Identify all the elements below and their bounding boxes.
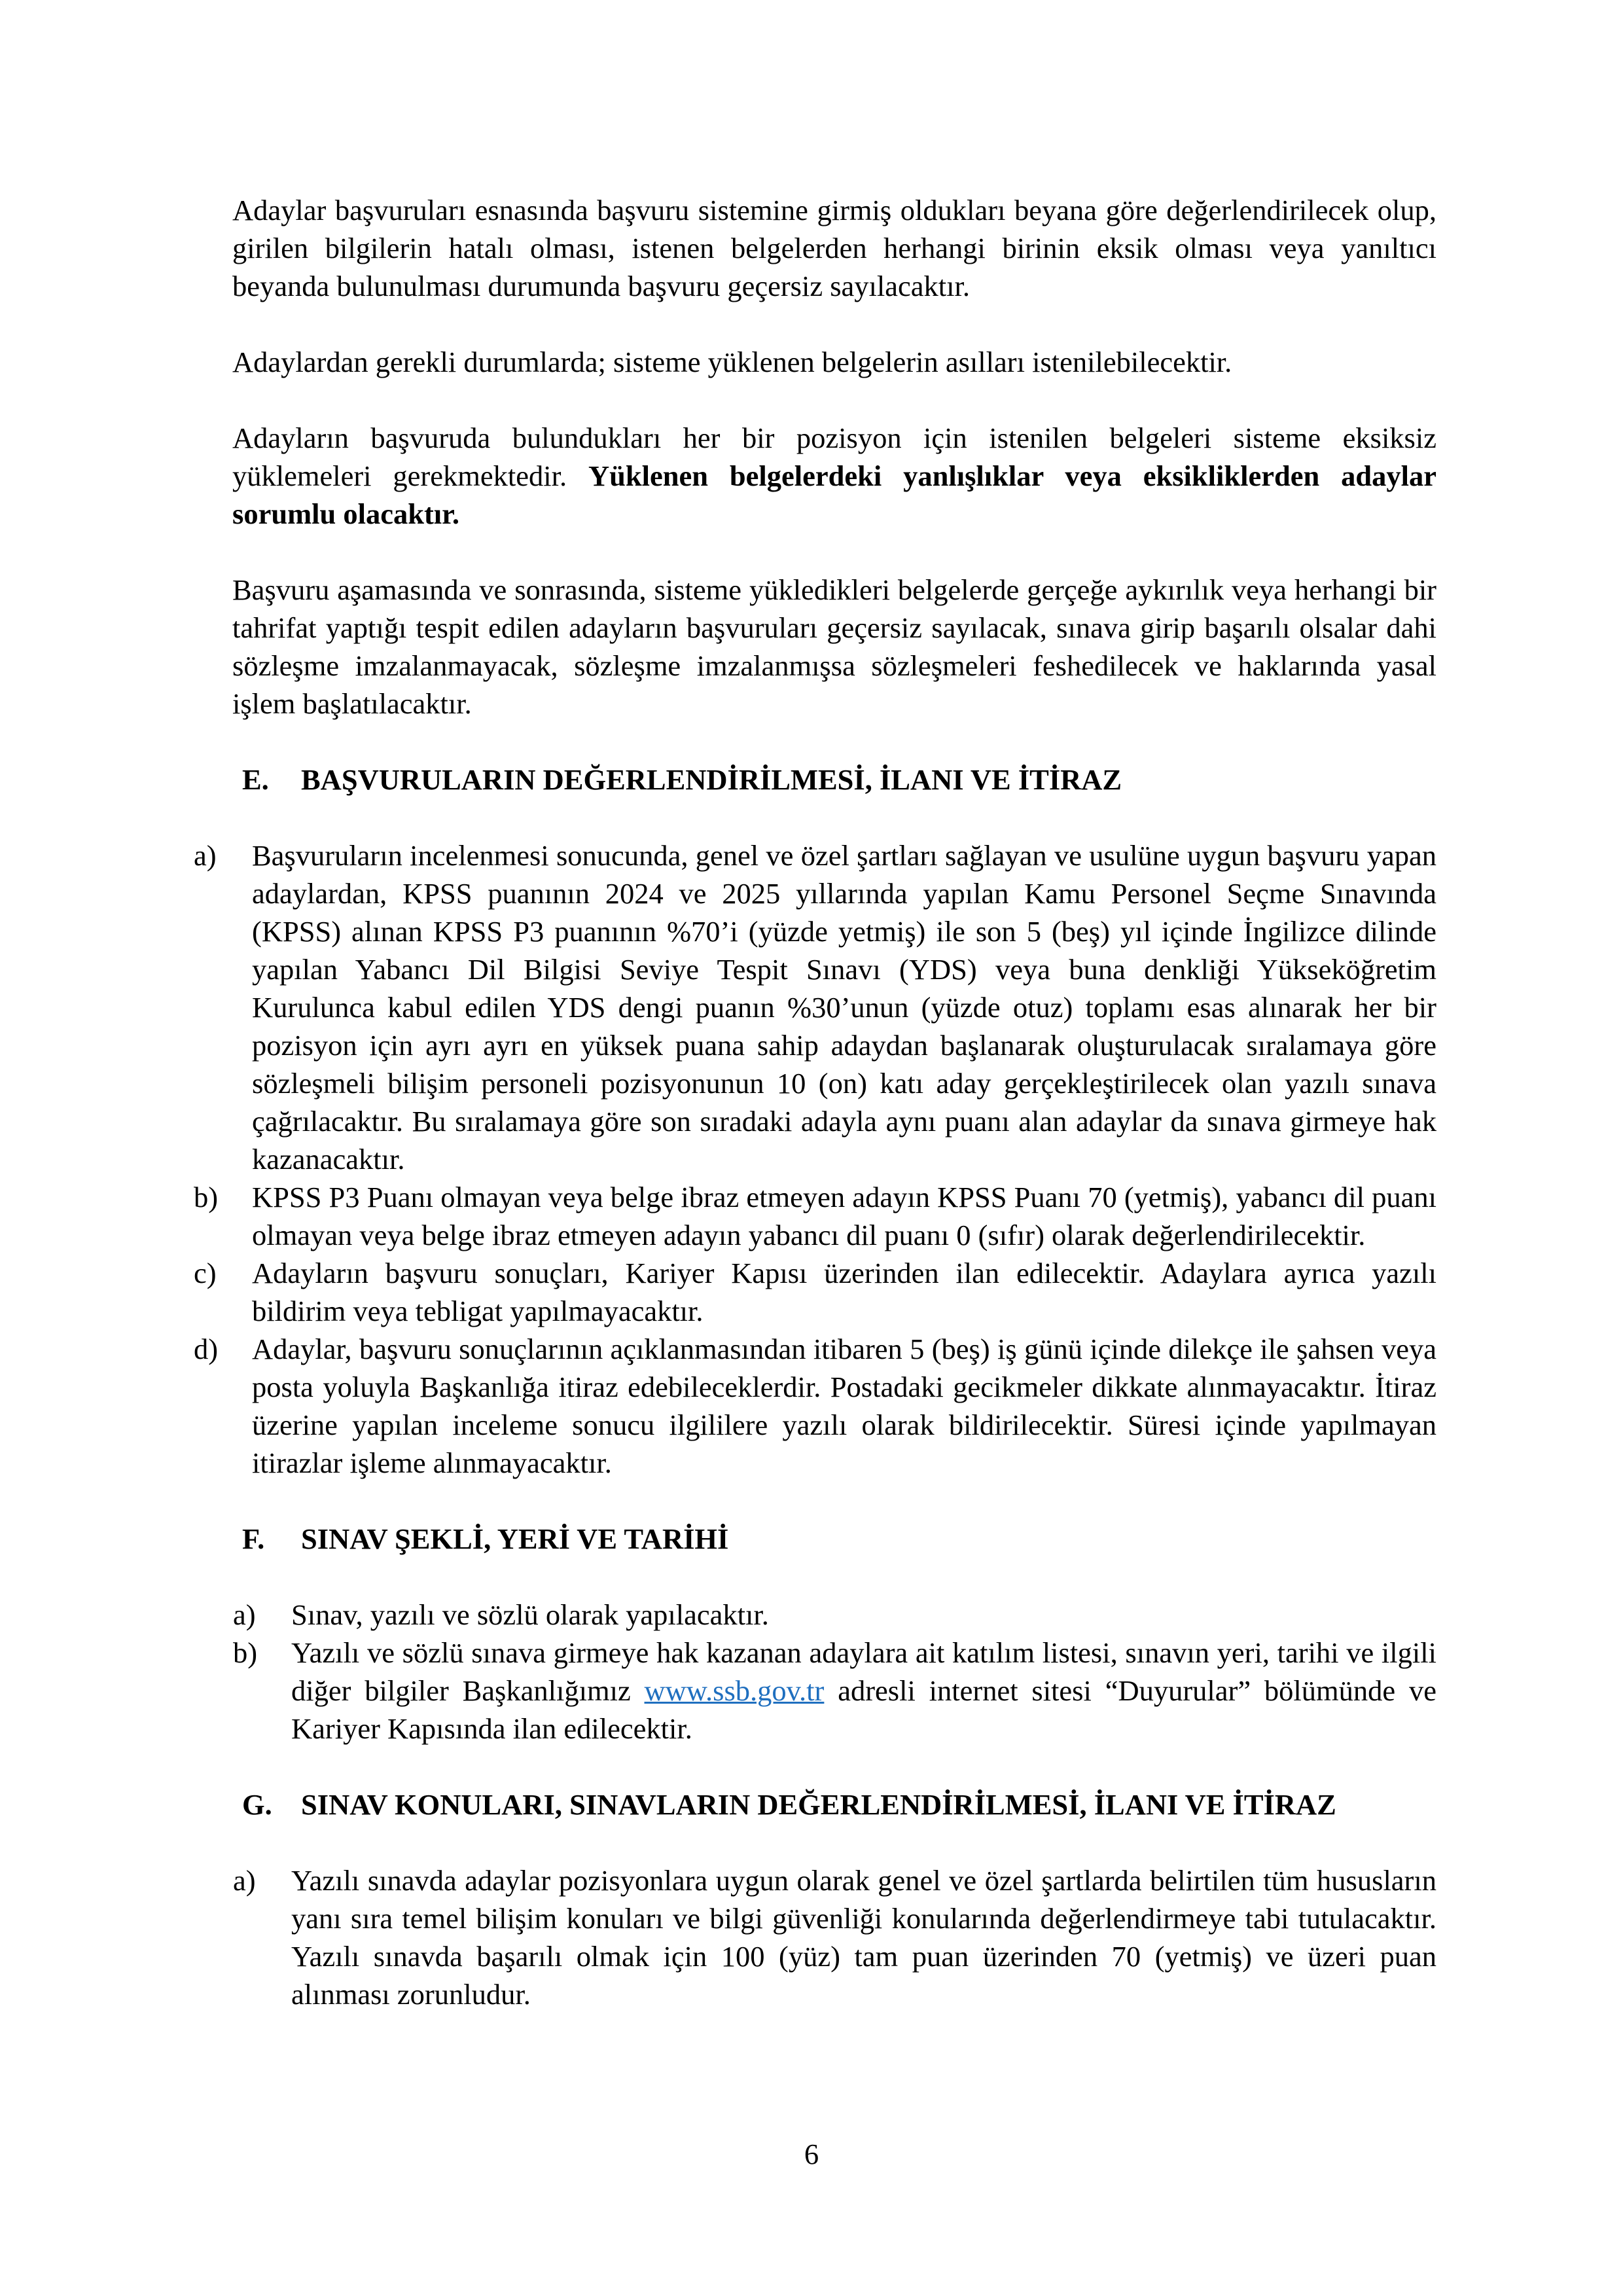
list-item-text: Sınav, yazılı ve sözlü olarak yapılacaktır. [291, 1598, 769, 1631]
paragraph-application-declaration: Adaylar başvuruları esnasında başvuru sistemine girmiş oldukları beyana göre değerlendirilecek olup, girilen bilgilerin hatalı olması, istenen belgelerden herhangi birinin eksik olması veya yanıltıcı beyanda bulunulması durumunda başvuru geçersiz sayılacaktır. [232, 194, 1436, 302]
list-marker: b) [194, 1181, 219, 1213]
section-title: BAŞVURULARIN DEĞERLENDİRİLMESİ, İLANI VE İTİRAZ [301, 763, 1122, 796]
paragraph-upload-responsibility [232, 419, 1436, 533]
list-item-text: KPSS P3 Puanı olmayan veya belge ibraz etmeyen adayın KPSS Puanı 70 (yetmiş), yabancı dil puanı olmayan veya belge ibraz etmeyen adayın yabancı dil puanı 0 (sıfır) olarak değerlendirilecektir. [252, 1181, 1436, 1251]
paragraph-original-documents: Adaylardan gerekli durumlarda; sisteme yüklenen belgelerin asılları istenilebilecektir. [232, 346, 1232, 378]
list-item [194, 1330, 1436, 1482]
list-item-text [291, 1634, 1436, 1748]
paragraph-upload-normal: Adayların başvuruda bulundukları her bir pozisyon için istenilen belgeleri sisteme eksiksiz yüklemeleri gerekmektedir. [232, 422, 1436, 492]
list-marker: d) [194, 1333, 219, 1365]
section-e-list [194, 836, 1436, 1482]
list-item-text: Adaylar, başvuru sonuçlarının açıklanmasından itibaren 5 (beş) iş günü içinde dilekçe ile şahsen veya posta yoluyla Başkanlığa itiraz edebileceklerdir. Postadaki gecikmeler dikkate alınmayacaktır. İtiraz üzerine yapılan inceleme sonucu ilgililere yazılı olarak bildirilecektir. Süresi içinde yapılmayan itirazlar işleme alınmayacaktır. [252, 1333, 1436, 1479]
text-after-link: adresli internet sitesi “Duyurular” bölümünde ve Kariyer Kapısında ilan edilecektir. [291, 1674, 1436, 1745]
list-item [194, 836, 1436, 1178]
list-marker: c) [194, 1257, 217, 1289]
list-item-text: Başvuruların incelenmesi sonucunda, genel ve özel şartları sağlayan ve usulüne uygun başvuru yapan adaylardan, KPSS puanının 2024 ve 2025 yıllarında yapılan Kamu Personel Seçme Sınavında (KPSS) alınan KPSS P3 puanının %70’i (yüzde yetmiş) ile son 5 (beş) yıl içinde İngilizce dilinde yapılan Yabancı Dil Bilgisi Seviye Tespit Sınavı (YDS) veya buna denkliği Yükseköğretim Kurulunca kabul edilen YDS dengi puanın %30’unun (yüzde otuz) toplamı esas alınarak her bir pozisyon için ayrı ayrı en yüksek puana sahip adaydan başlanarak oluşturulacak sıralamaya göre sözleşmeli bilişim personeli pozisyonunun 10 (on) katı aday gerçekleştirilecek olan yazılı sınava çağrılacaktır. Bu sıralamaya göre son sıradaki adayla aynı puanı alan adaylar da sınava girmeye hak kazanacaktır. [252, 839, 1436, 1175]
section-heading-f [242, 1520, 1436, 1558]
list-item [233, 1596, 1436, 1634]
list-marker: b) [233, 1636, 258, 1669]
section-marker: G. [242, 1788, 272, 1821]
section-title: SINAV ŞEKLİ, YERİ VE TARİHİ [301, 1522, 729, 1555]
section-heading-e [242, 761, 1436, 798]
section-f-list [233, 1596, 1436, 1748]
list-item [194, 1178, 1436, 1254]
text-before-link: Yazılı ve sözlü sınava girmeye hak kazanan adaylara ait katılım listesi, sınavın yeri, tarihi ve ilgili diğer bilgiler Başkanlığımız [291, 1636, 1436, 1707]
list-marker: a) [233, 1598, 256, 1631]
list-item [194, 1254, 1436, 1330]
list-item [233, 1861, 1436, 2013]
list-marker: a) [194, 839, 217, 872]
section-marker: E. [242, 763, 269, 796]
page-number: 6 [804, 2138, 819, 2170]
list-item [233, 1634, 1436, 1748]
list-item-text: Adayların başvuru sonuçları, Kariyer Kapısı üzerinden ilan edilecektir. Adaylara ayrıca yazılı bildirim veya tebligat yapılmayacaktır. [252, 1257, 1436, 1327]
paragraph-upload-bold-warning: Yüklenen belgelerdeki yanlışlıklar veya eksikliklerden adaylar sorumlu olacaktır. [232, 459, 1436, 530]
section-g-list [233, 1861, 1436, 2013]
ssb-website-link[interactable]: www.ssb.gov.tr [644, 1674, 825, 1707]
list-marker: a) [233, 1864, 256, 1897]
document-page [194, 191, 1436, 2013]
section-heading-g [242, 1785, 1436, 1823]
section-marker: F. [242, 1522, 265, 1555]
list-item-text: Yazılı sınavda adaylar pozisyonlara uygun olarak genel ve özel şartlarda belirtilen tüm hususların yanı sıra temel bilişim konuları ve bilgi güvenliği konularında değerlendirmeye tabi tutulacaktır. Yazılı sınavda başarılı olmak için 100 (yüz) tam puan üzerinden 70 (yetmiş) ve üzeri puan alınması zorunludur. [291, 1864, 1436, 2011]
section-title: SINAV KONULARI, SINAVLARIN DEĞERLENDİRİLMESİ, İLANI VE İTİRAZ [301, 1788, 1336, 1821]
paragraph-forgery-consequences: Başvuru aşamasında ve sonrasında, sisteme yükledikleri belgelerde gerçeğe aykırılık veya herhangi bir tahrifat yaptığı tespit edilen adayların başvuruları geçersiz sayılacak, sınava girip başarılı olsalar dahi sözleşme imzalanmayacak, sözleşme imzalanmışsa sözleşmeleri feshedilecek ve haklarında yasal işlem başlatılacaktır. [232, 573, 1436, 720]
